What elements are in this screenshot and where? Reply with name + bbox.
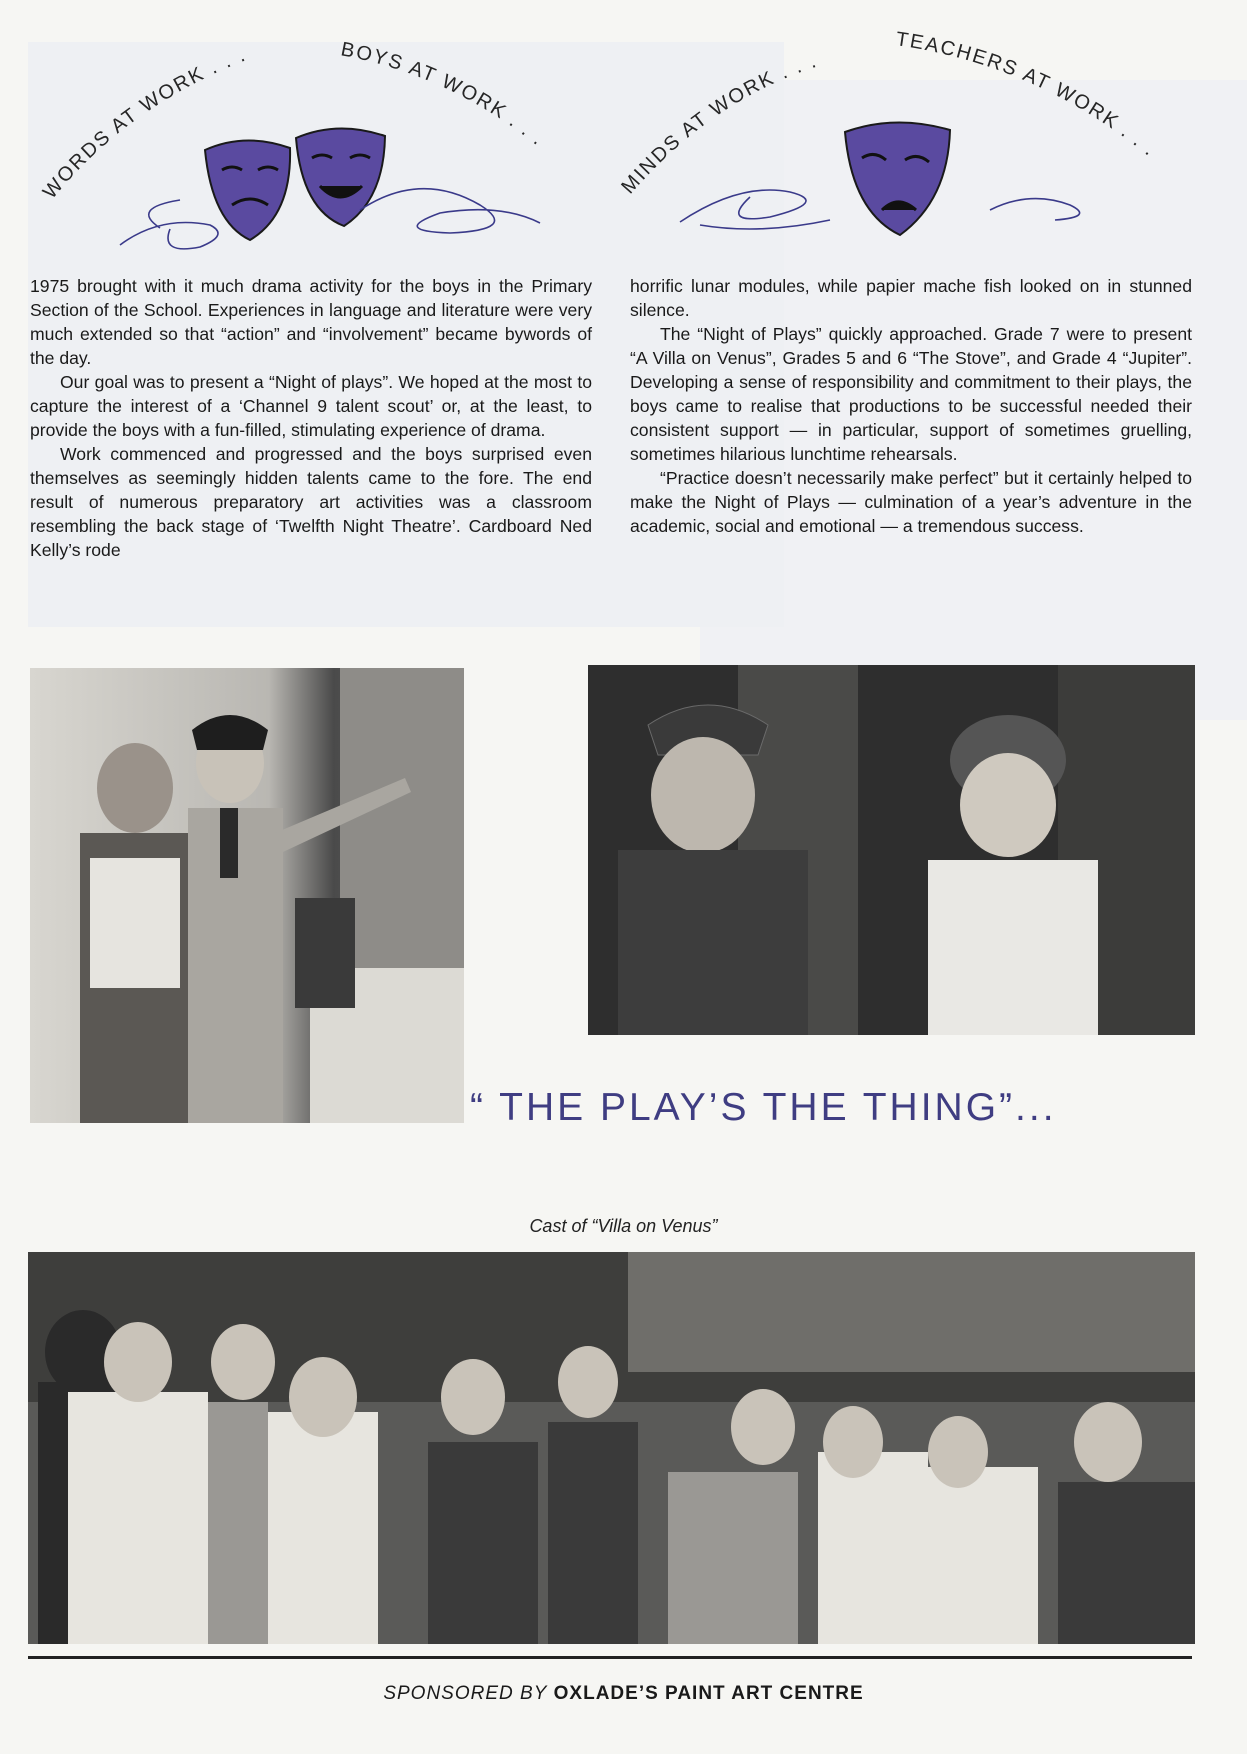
feature-title: “ THE PLAY’S THE THING”... — [470, 1086, 1057, 1129]
stage-photo-costumes — [588, 665, 1195, 1035]
footer-rule — [28, 1656, 1192, 1659]
headline-minds-at-work: MINDS AT WORK . . . — [617, 49, 821, 199]
headline-words-at-work: WORDS AT WORK . . . — [38, 43, 250, 204]
stage-photo-duo — [30, 668, 464, 1123]
paragraph: Work commenced and progressed and the boys surprised even themselves as seemingly hidden talents came to the fore. The end result of numerous preparatory art activities was a classroom resembling the back stage of ‘Twelfth Night Theatre’. Cardboard Ned Kelly’s rode — [30, 444, 592, 560]
article-column-right — [630, 274, 1192, 538]
sponsor-line — [0, 1683, 1247, 1705]
headline-teachers-at-work: TEACHERS AT WORK . . . — [894, 28, 1161, 162]
tragedy-mask-icon — [845, 122, 950, 235]
paragraph: horrific lunar modules, while papier mache fish looked on in stunned silence. — [630, 276, 1192, 320]
article-column-left — [30, 274, 592, 562]
paragraph: 1975 brought with it much drama activity for the boys in the Primary Section of the School. Experiences in language and literature were very much extended so that “action” and “involvement” became bywords of the day. — [30, 276, 592, 368]
sponsor-name: OXLADE’S PAINT ART CENTRE — [553, 1683, 864, 1704]
cast-group-photo — [28, 1252, 1195, 1644]
photo-caption: Cast of “Villa on Venus” — [529, 1216, 718, 1236]
paragraph: Our goal was to present a “Night of plays”. We hoped at the most to capture the interest of a ‘Channel 9 talent scout’ or, at the least, to provide the boys with a fun-filled, stimulating experience of drama. — [30, 372, 592, 440]
paragraph: The “Night of Plays” quickly approached. Grade 7 were to present “A Villa on Venus”, Grades 5 and 6 “The Stove”, and Grade 4 “Jupiter”. Developing a sense of responsibility and commitment to their plays, the boys came to realise that productions to be successful needed their consistent support — in particular, support of sometimes gruelling, sometimes hilarious lunchtime rehearsals. — [630, 324, 1192, 464]
drama-masks-icon — [205, 128, 385, 240]
headline-boys-at-work: BOYS AT WORK . . . — [339, 38, 549, 151]
sponsored-by-label: SPONSORED BY — [383, 1683, 548, 1704]
paragraph: “Practice doesn’t necessarily make perfect” but it certainly helped to make the Night of Plays — culmination of a year’s adventure in the academic, social and emotional — a tremendous success. — [630, 468, 1192, 536]
header-graphics — [0, 0, 1247, 290]
